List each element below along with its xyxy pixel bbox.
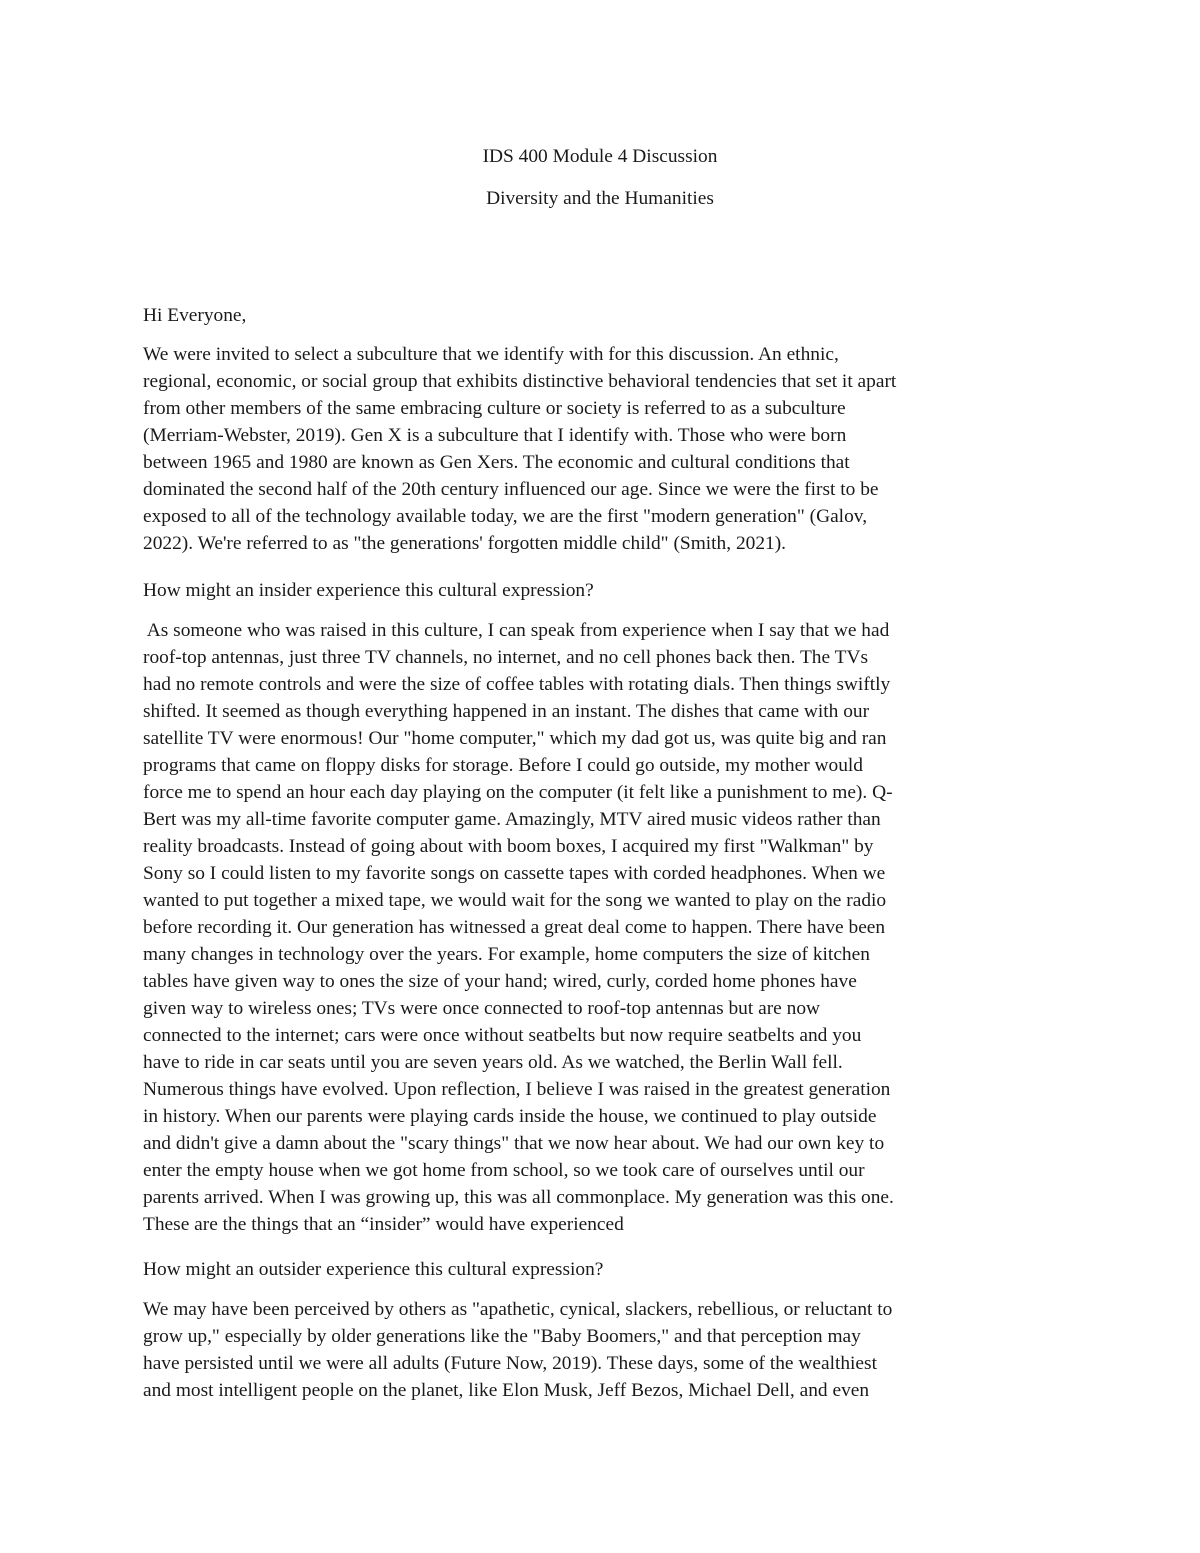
question-text: How might an insider experience this cultural expression? (143, 580, 594, 601)
paragraph-line: force me to spend an hour each day playing on the computer (it felt like a punishment to me). Q- (143, 782, 893, 803)
paragraph-line: reality broadcasts. Instead of going about with boom boxes, I acquired my first "Walkman" by (143, 836, 874, 857)
paragraph-line: shifted. It seemed as though everything happened in an instant. The dishes that came with our (143, 701, 870, 722)
paragraph-2 (143, 617, 1073, 1238)
paragraph-line: before recording it. Our generation has witnessed a great deal come to happen. There have been (143, 917, 886, 938)
paragraph-line: Sony so I could listen to my favorite songs on cassette tapes with corded headphones. When we (143, 863, 886, 884)
paragraph-line: tables have given way to ones the size of your hand; wired, curly, corded home phones have (143, 971, 857, 992)
paragraph-line: parents arrived. When I was growing up, this was all commonplace. My generation was this one. (143, 1187, 894, 1208)
document-subtitle: Diversity and the Humanities (486, 188, 714, 209)
paragraph-line: and didn't give a damn about the "scary things" that we now hear about. We had our own key to (143, 1133, 885, 1154)
paragraph-line: wanted to put together a mixed tape, we would wait for the song we wanted to play on the radio (143, 890, 887, 911)
paragraph-line: have persisted until we were all adults (Future Now, 2019). These days, some of the wealthiest (143, 1353, 877, 1374)
document-title: IDS 400 Module 4 Discussion (482, 146, 718, 167)
question-outsider (143, 1256, 1073, 1283)
paragraph-line: (Merriam-Webster, 2019). Gen X is a subculture that I identify with. Those who were born (143, 425, 847, 446)
paragraph-line: satellite TV were enormous! Our "home computer," which my dad got us, was quite big and ran (143, 728, 887, 749)
paragraph-line: and most intelligent people on the planet, like Elon Musk, Jeff Bezos, Michael Dell, and even (143, 1380, 870, 1401)
paragraph-line: connected to the internet; cars were once without seatbelts but now require seatbelts and you (143, 1025, 862, 1046)
greeting-text: Hi Everyone, (143, 305, 247, 326)
paragraph-line: programs that came on floppy disks for storage. Before I could go outside, my mother would (143, 755, 863, 776)
paragraph-line: between 1965 and 1980 are known as Gen Xers. The economic and cultural conditions that (143, 452, 850, 473)
paragraph-line: enter the empty house when we got home from school, so we took care of ourselves until our (143, 1160, 865, 1181)
paragraph-line: We were invited to select a subculture that we identify with for this discussion. An ethnic, (143, 344, 839, 365)
paragraph-3 (143, 1296, 1073, 1404)
paragraph-line: in history. When our parents were playing cards inside the house, we continued to play outside (143, 1106, 877, 1127)
paragraph-line: grow up," especially by older generations like the "Baby Boomers," and that perception may (143, 1326, 861, 1347)
question-insider (143, 577, 1073, 604)
paragraph-line: roof-top antennas, just three TV channels, no internet, and no cell phones back then. The TVs (143, 647, 868, 668)
paragraph-line: had no remote controls and were the size of coffee tables with rotating dials. Then things swiftly (143, 674, 891, 695)
paragraph-1 (143, 341, 1073, 557)
paragraph-line: regional, economic, or social group that exhibits distinctive behavioral tendencies that set it apart (143, 371, 897, 392)
paragraph-line: have to ride in car seats until you are seven years old. As we watched, the Berlin Wall fell. (143, 1052, 843, 1073)
greeting (143, 302, 1073, 329)
paragraph-line: We may have been perceived by others as "apathetic, cynical, slackers, rebellious, or reluctant to (143, 1299, 893, 1320)
paragraph-line: from other members of the same embracing culture or society is referred to as a subculture (143, 398, 846, 419)
paragraph-line: As someone who was raised in this culture, I can speak from experience when I say that we had (143, 620, 890, 641)
paragraph-line: given way to wireless ones; TVs were once connected to roof-top antennas but are now (143, 998, 821, 1019)
paragraph-line: These are the things that an “insider” would have experienced (143, 1214, 624, 1235)
paragraph-line: many changes in technology over the years. For example, home computers the size of kitchen (143, 944, 870, 965)
paragraph-line: dominated the second half of the 20th century influenced our age. Since we were the first to be (143, 479, 879, 500)
paragraph-line: exposed to all of the technology available today, we are the first "modern generation" (Galov, (143, 506, 868, 527)
paragraph-line: 2022). We're referred to as "the generations' forgotten middle child" (Smith, 2021). (143, 533, 787, 554)
question-text: How might an outsider experience this cultural expression? (143, 1259, 604, 1280)
paragraph-line: Numerous things have evolved. Upon reflection, I believe I was raised in the greatest generation (143, 1079, 891, 1100)
paragraph-line: Bert was my all-time favorite computer game. Amazingly, MTV aired music videos rather than (143, 809, 881, 830)
